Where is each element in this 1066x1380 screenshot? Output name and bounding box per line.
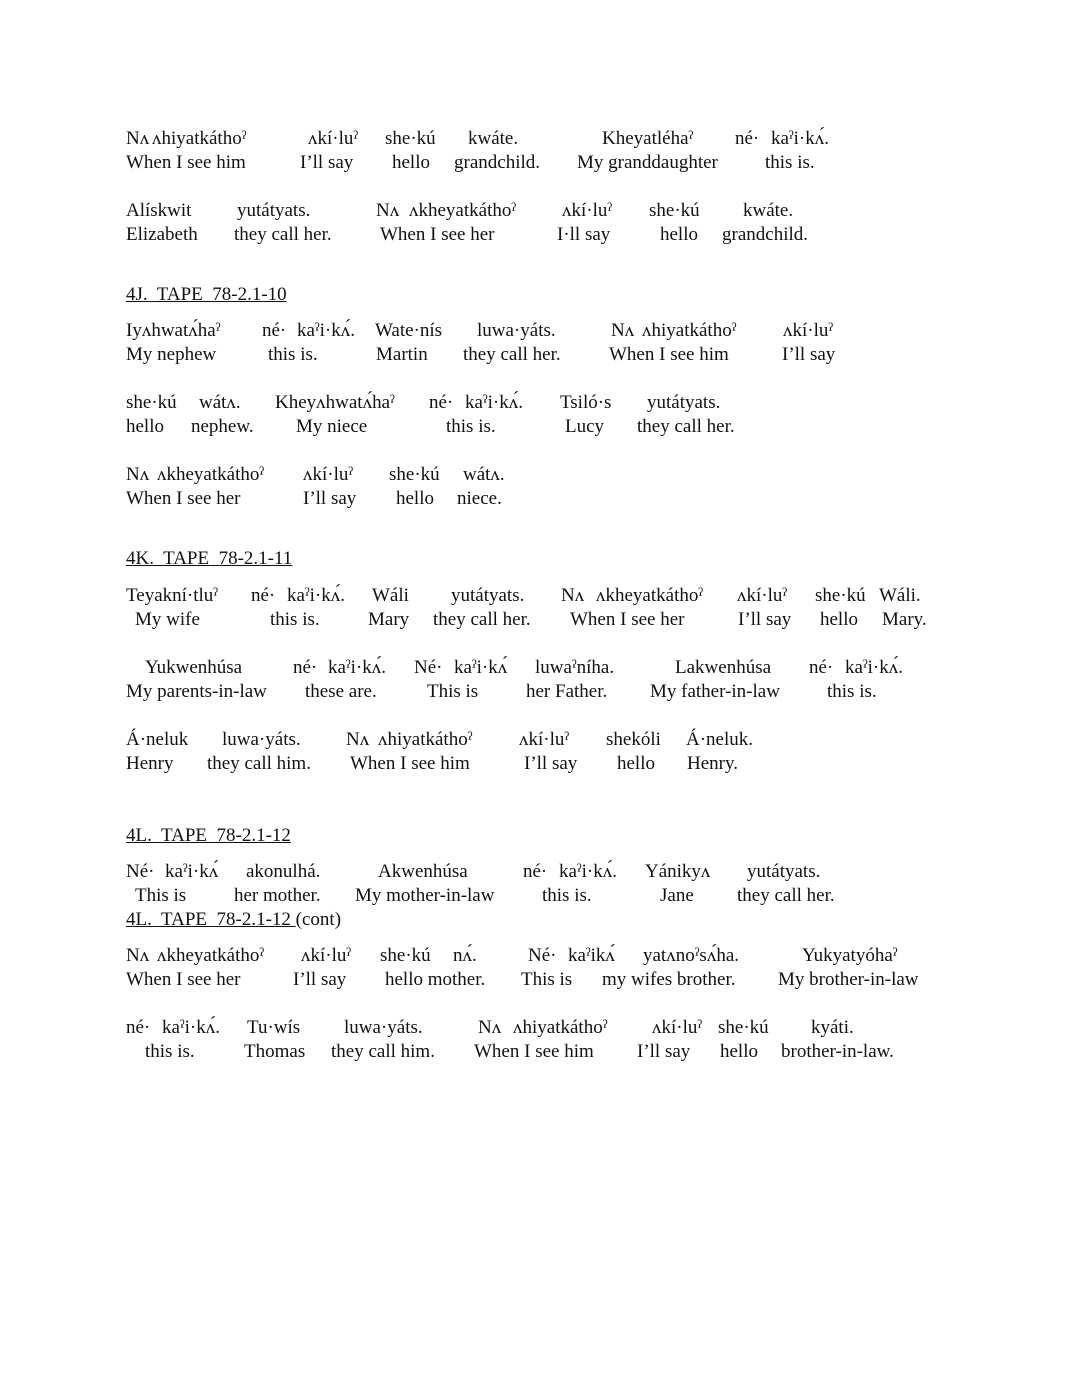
- gloss-word: hello: [720, 1041, 758, 1062]
- native-word: né·: [126, 1017, 151, 1038]
- gloss-word: Henry.: [687, 753, 738, 774]
- native-word: né·: [251, 585, 276, 606]
- native-word: luwa·yáts.: [222, 729, 301, 750]
- gloss-word: hello: [820, 609, 858, 630]
- gloss-word: this is.: [446, 416, 496, 437]
- gloss-word: Elizabeth: [126, 224, 198, 245]
- gloss-word: When I see her: [126, 969, 241, 990]
- native-word: she·kú: [389, 464, 440, 485]
- native-word: né·: [262, 320, 287, 341]
- gloss-word: this is.: [270, 609, 320, 630]
- native-word: ʌkí·luˀ: [783, 320, 834, 341]
- gloss-word: this is.: [145, 1041, 195, 1062]
- native-word: Nʌ: [376, 200, 400, 221]
- gloss-word: they call her.: [637, 416, 735, 437]
- section-heading: 4J. TAPE 78-2.1-10: [126, 284, 287, 305]
- gloss-word: they call him.: [207, 753, 311, 774]
- gloss-word: they call her.: [433, 609, 531, 630]
- gloss-word: My parents-in-law: [126, 681, 267, 702]
- native-word: kaˀi·kʌ́.: [328, 657, 387, 678]
- native-word: Wate·nís: [375, 320, 443, 341]
- native-word: Nʌ: [126, 464, 150, 485]
- gloss-word: my wifes brother.: [602, 969, 736, 990]
- gloss-word: nephew.: [191, 416, 254, 437]
- native-word: Né·: [528, 945, 557, 966]
- gloss-word: hello: [617, 753, 655, 774]
- native-word: kaˀikʌ́: [568, 945, 615, 966]
- native-word: Nʌ: [126, 128, 150, 149]
- native-word: akonulhá.: [246, 861, 321, 882]
- gloss-word: Thomas: [244, 1041, 306, 1062]
- gloss-word: My father-in-law: [650, 681, 780, 702]
- native-word: ʌkí·luˀ: [301, 945, 352, 966]
- gloss-word: My mother-in-law: [355, 885, 495, 906]
- native-word: Iyʌhwatʌ́haˀ: [126, 320, 221, 341]
- native-word: luwa·yáts.: [344, 1017, 423, 1038]
- gloss-word: these are.: [305, 681, 377, 702]
- gloss-word: I’ll say: [738, 609, 792, 630]
- section-heading-text: 4L. TAPE 78-2.1-12: [126, 909, 291, 930]
- gloss-word: This is: [135, 885, 187, 906]
- gloss-word: hello: [396, 488, 434, 509]
- native-word: kaˀi·kʌ́: [165, 861, 219, 882]
- native-word: ʌkí·luˀ: [562, 200, 613, 221]
- gloss-word: this is.: [268, 344, 318, 365]
- native-word: she·kú: [380, 945, 431, 966]
- native-word: wátʌ.: [463, 464, 505, 485]
- gloss-word: When I see him: [350, 753, 470, 774]
- native-word: Alískwit: [126, 200, 192, 221]
- native-word: ʌkheyatkáthoˀ: [596, 585, 704, 606]
- native-word: Á·neluk.: [686, 729, 754, 750]
- gloss-word: I’ll say: [782, 344, 836, 365]
- gloss-word: hello mother.: [385, 969, 486, 990]
- native-word: Teyakní·tluˀ: [126, 585, 219, 606]
- gloss-word: they call her.: [463, 344, 561, 365]
- native-word: she·kú: [815, 585, 866, 606]
- gloss-word: My granddaughter: [577, 152, 718, 173]
- native-word: she·kú: [649, 200, 700, 221]
- gloss-word: they call her.: [234, 224, 332, 245]
- native-word: né·: [523, 861, 548, 882]
- native-word: Nʌ: [346, 729, 370, 750]
- gloss-word: this is.: [765, 152, 815, 173]
- native-word: ʌhiyatkáthoˀ: [152, 128, 247, 149]
- native-word: Akwenhúsa: [378, 861, 468, 882]
- native-word: kaˀi·kʌ́.: [559, 861, 618, 882]
- gloss-word: When I see him: [474, 1041, 594, 1062]
- gloss-word: hello: [126, 416, 164, 437]
- gloss-word: Mary.: [882, 609, 927, 630]
- gloss-word: grandchild.: [454, 152, 541, 173]
- native-word: ʌhiyatkáthoˀ: [642, 320, 737, 341]
- gloss-word: I’ll say: [300, 152, 354, 173]
- native-word: luwa·yáts.: [477, 320, 556, 341]
- native-word: yutátyats.: [747, 861, 821, 882]
- native-word: ʌkí·luˀ: [652, 1017, 703, 1038]
- gloss-word: I·ll say: [557, 224, 611, 245]
- native-word: kaˀi·kʌ́.: [771, 128, 830, 149]
- native-word: kaˀi·kʌ́.: [297, 320, 356, 341]
- gloss-word: When I see her: [570, 609, 685, 630]
- native-word: she·kú: [126, 392, 177, 413]
- native-word: Tsiló·s: [560, 392, 612, 413]
- gloss-word: her mother.: [234, 885, 321, 906]
- native-word: nʌ́.: [453, 945, 477, 966]
- gloss-word: I’ll say: [293, 969, 347, 990]
- gloss-word: this is.: [542, 885, 592, 906]
- native-word: kaˀi·kʌ́.: [287, 585, 346, 606]
- native-word: kaˀi·kʌ́.: [845, 657, 904, 678]
- native-word: kyáti.: [811, 1017, 854, 1038]
- native-word: Nʌ: [561, 585, 585, 606]
- native-word: ʌkheyatkáthoˀ: [409, 200, 517, 221]
- native-word: Wáli: [372, 585, 409, 606]
- native-word: kwáte.: [743, 200, 794, 221]
- native-word: yutátyats.: [451, 585, 525, 606]
- native-word: Nʌ: [126, 945, 150, 966]
- native-word: yatʌnoˀsʌ́ha.: [643, 945, 740, 966]
- native-word: Yánikyʌ: [645, 861, 711, 882]
- gloss-word: hello: [392, 152, 430, 173]
- native-word: Wáli.: [879, 585, 921, 606]
- native-word: ʌkí·luˀ: [519, 729, 570, 750]
- gloss-word: When I see him: [126, 152, 246, 173]
- native-word: Kheyatléhaˀ: [602, 128, 694, 149]
- native-word: Á·neluk: [126, 729, 189, 750]
- gloss-word: My brother-in-law: [778, 969, 919, 990]
- section-heading: 4L. TAPE 78-2.1-12: [126, 825, 291, 846]
- section-heading-suffix: (cont): [295, 909, 342, 930]
- gloss-word: Martin: [376, 344, 428, 365]
- gloss-word: this is.: [827, 681, 877, 702]
- gloss-word: This is: [427, 681, 479, 702]
- native-word: Nʌ: [478, 1017, 502, 1038]
- gloss-word: I’ll say: [637, 1041, 691, 1062]
- native-word: Né·: [126, 861, 155, 882]
- native-word: she·kú: [718, 1017, 769, 1038]
- gloss-word: My niece: [296, 416, 368, 437]
- gloss-word: they call him.: [331, 1041, 435, 1062]
- native-word: kwáte.: [468, 128, 519, 149]
- native-word: Yukyatyóhaˀ: [802, 945, 898, 966]
- native-word: kaˀi·kʌ́.: [465, 392, 524, 413]
- native-word: né·: [429, 392, 454, 413]
- gloss-word: Mary: [368, 609, 410, 630]
- native-word: Nʌ: [611, 320, 635, 341]
- gloss-word: Lucy: [565, 416, 605, 437]
- native-word: ʌhiyatkáthoˀ: [513, 1017, 608, 1038]
- native-word: né·: [735, 128, 760, 149]
- gloss-line: [0, 1041, 894, 1217]
- native-word: yutátyats.: [237, 200, 311, 221]
- native-word: Lakwenhúsa: [675, 657, 772, 678]
- native-word: kaˀi·kʌ́.: [162, 1017, 221, 1038]
- gloss-word: This is: [521, 969, 573, 990]
- native-word: shekóli: [606, 729, 661, 750]
- native-word: wátʌ.: [199, 392, 241, 413]
- native-word: ʌkí·luˀ: [308, 128, 359, 149]
- gloss-word: When I see her: [380, 224, 495, 245]
- native-word: ʌhiyatkáthoˀ: [378, 729, 473, 750]
- gloss-word: I’ll say: [303, 488, 357, 509]
- native-word: she·kú: [385, 128, 436, 149]
- native-word: né·: [809, 657, 834, 678]
- native-word: ʌkheyatkáthoˀ: [157, 945, 265, 966]
- gloss-word: niece.: [457, 488, 502, 509]
- gloss-word: hello: [660, 224, 698, 245]
- native-word: Né·: [414, 657, 443, 678]
- gloss-word: When I see her: [126, 488, 241, 509]
- native-word: ʌkheyatkáthoˀ: [157, 464, 265, 485]
- section-heading: [126, 909, 341, 931]
- gloss-word: I’ll say: [524, 753, 578, 774]
- gloss-word: her Father.: [526, 681, 608, 702]
- native-word: luwaˀníha.: [535, 657, 615, 678]
- gloss-word: brother-in-law.: [781, 1041, 894, 1062]
- native-word: né·: [293, 657, 318, 678]
- gloss-word: they call her.: [737, 885, 835, 906]
- section-heading: 4K. TAPE 78-2.1-11: [126, 548, 293, 569]
- gloss-word: Henry: [126, 753, 174, 774]
- gloss-word: When I see him: [609, 344, 729, 365]
- gloss-word: Jane: [660, 885, 694, 906]
- native-word: ʌkí·luˀ: [303, 464, 354, 485]
- native-word: kaˀi·kʌ́: [454, 657, 508, 678]
- gloss-word: My wife: [135, 609, 200, 630]
- native-word: Yukwenhúsa: [145, 657, 243, 678]
- native-word: ʌkí·luˀ: [737, 585, 788, 606]
- native-word: Tu·wís: [247, 1017, 301, 1038]
- gloss-word: My nephew: [126, 344, 217, 365]
- native-word: Kheyʌhwatʌ́haˀ: [275, 392, 395, 413]
- native-word: yutátyats.: [647, 392, 721, 413]
- gloss-word: grandchild.: [722, 224, 809, 245]
